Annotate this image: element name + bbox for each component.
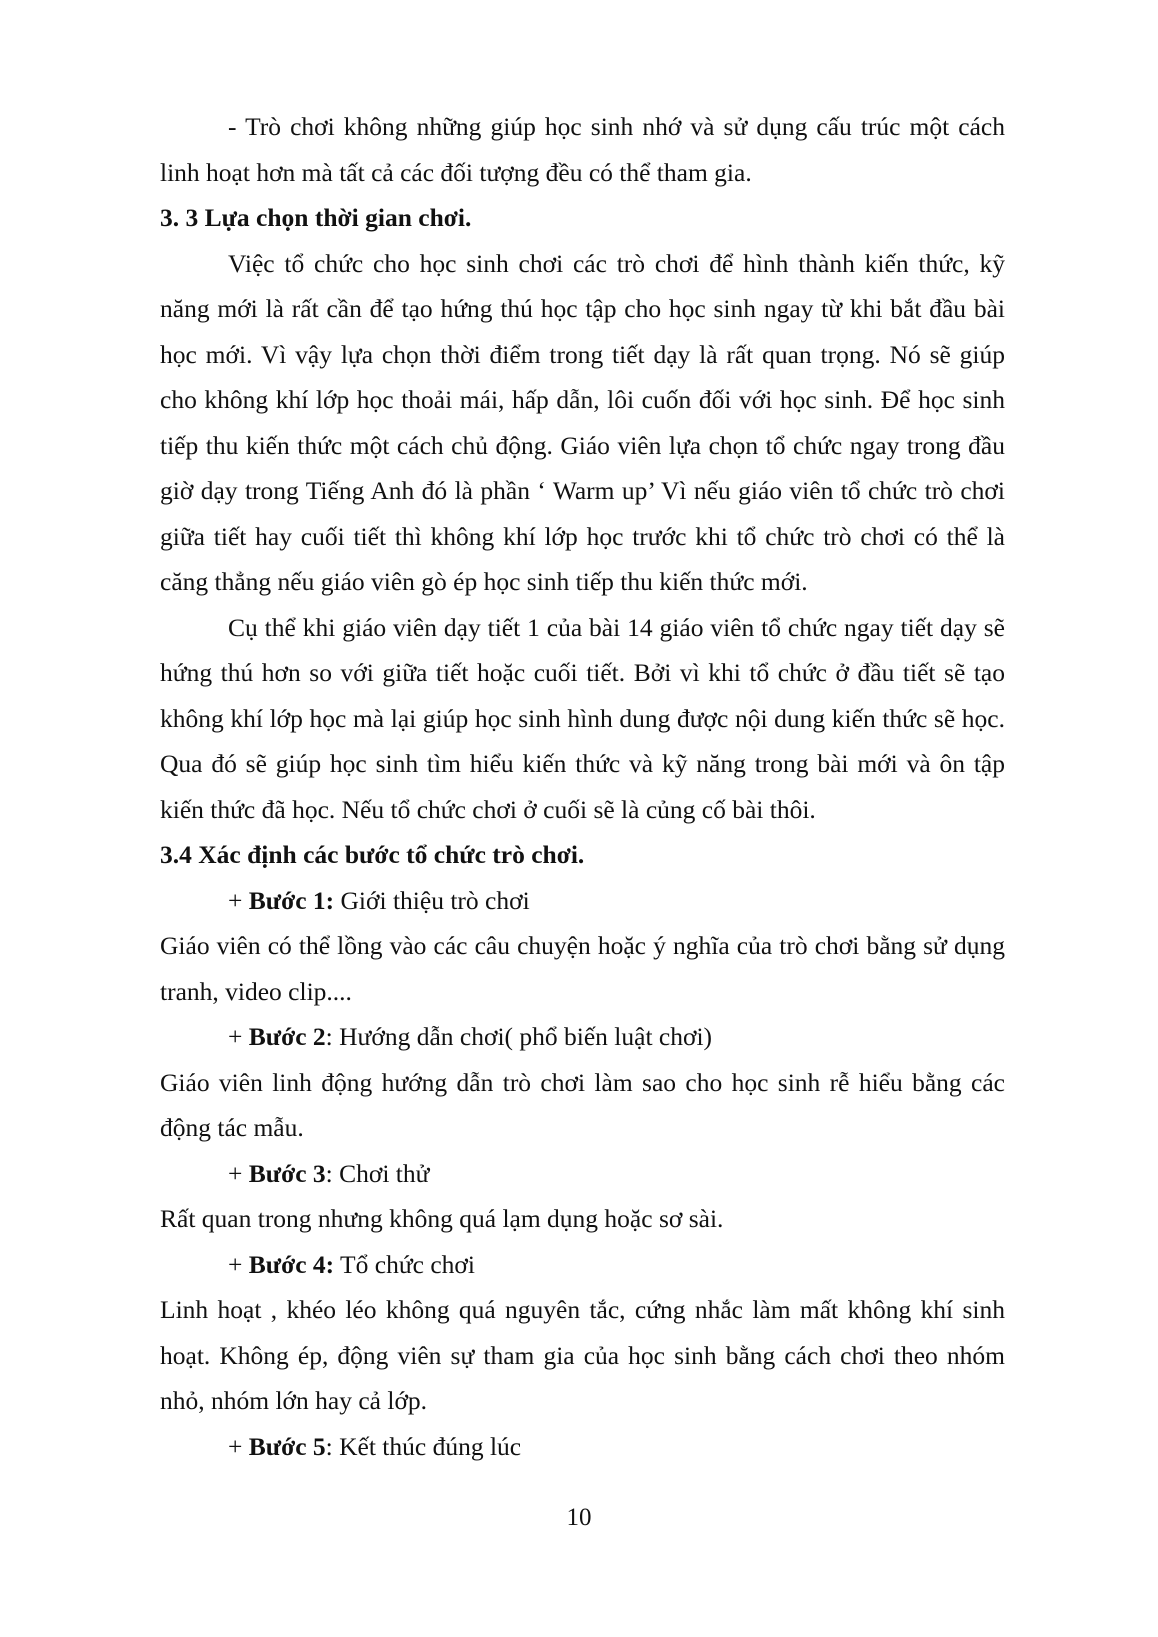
step-4-description: Linh hoạt , khéo léo không quá nguyên tắc, cứng nhắc làm mất không khí sinh hoạt. Không ép, động viên sự tham gia của học sinh bằng cách chơi theo nhóm nhỏ, nhóm lớn hay cả lớp. (160, 1295, 1005, 1415)
step-3-description: Rất quan trong nhưng không quá lạm dụng hoặc sơ sài. (160, 1204, 724, 1233)
step-2-description: Giáo viên linh động hướng dẫn trò chơi làm sao cho học sinh rễ hiểu bằng các động tác mẫu. (160, 1067, 1005, 1142)
heading-3-3: 3. 3 Lựa chọn thời gian chơi. (160, 203, 472, 232)
heading-3-4: 3.4 Xác định các bước tổ chức trò chơi. (160, 840, 585, 869)
paragraph-example: Cụ thể khi giáo viên dạy tiết 1 của bài 14 giáo viên tổ chức ngay tiết dạy sẽ hứng thú hơn so với giữa tiết hoặc cuối tiết. Bởi vì khi tổ chức ở đầu tiết sẽ tạo không khí lớp học mà lại giúp học sinh hình dung được nội dung kiến thức sẽ học. Qua đó sẽ giúp học sinh tìm hiểu kiến thức và kỹ năng trong bài mới và ôn tập kiến thức đã học. Nếu tổ chức chơi ở cuối sẽ là củng cố bài thôi. (160, 612, 1005, 824)
document-page (160, 104, 1005, 1469)
step-1-description: Giáo viên có thể lồng vào các câu chuyện hoặc ý nghĩa của trò chơi bằng sử dụng tranh, video clip.... (160, 931, 1005, 1006)
step-2-title: + Bước 2: Hướng dẫn chơi( phổ biến luật chơi) (228, 1022, 713, 1051)
step-1-title: + Bước 1: Giới thiệu trò chơi (228, 885, 530, 915)
paragraph-game-benefit: - Trò chơi không những giúp học sinh nhớ và sử dụng cấu trúc một cách linh hoạt hơn mà tất cả các đối tượng đều có thể tham gia. (160, 112, 1005, 187)
step-3-title: + Bước 3: Chơi thử (228, 1158, 430, 1188)
step-5-title: + Bước 5: Kết thúc đúng lúc (228, 1431, 522, 1461)
step-4-title: + Bước 4: Tổ chức chơi (228, 1249, 475, 1279)
page-number: 10 (566, 1504, 592, 1531)
paragraph-timing: Việc tổ chức cho học sinh chơi các trò chơi để hình thành kiến thức, kỹ năng mới là rất cần để tạo hứng thú học tập cho học sinh ngay từ khi bắt đầu bài học mới. Vì vậy lựa chọn thời điểm trong tiết dạy là rất quan trọng. Nó sẽ giúp cho không khí lớp học thoải mái, hấp dẫn, lôi cuốn đối với học sinh. Để học sinh tiếp thu kiến thức một cách chủ động. Giáo viên lựa chọn tổ chức ngay trong đầu giờ dạy trong Tiếng Anh đó là phần ‘ Warm up’ Vì nếu giáo viên tổ chức trò chơi giữa tiết hay cuối tiết thì không khí lớp học trước khi tổ chức trò chơi có thể là căng thẳng nếu giáo viên gò ép học sinh tiếp thu kiến thức mới. (160, 248, 1005, 596)
